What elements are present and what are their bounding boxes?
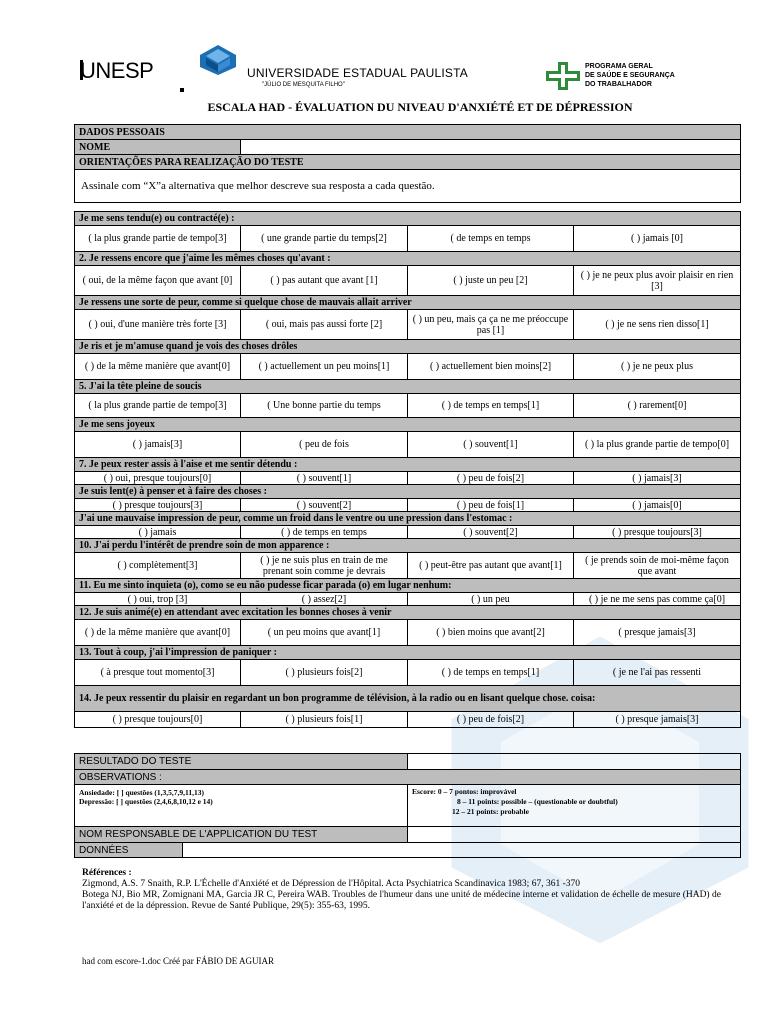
question-1-option-4[interactable]: ( ) jamais [0] xyxy=(574,226,741,252)
document-title: ESCALA HAD - ÉVALUATION DU NIVEAU D'ANXIÉTÉ ET DE DÉPRESSION xyxy=(207,100,633,114)
question-1-option-1[interactable]: ( la plus grande partie de tempo[3] xyxy=(75,226,241,252)
question-7-option-3[interactable]: ( ) peu de fois[2] xyxy=(408,472,574,485)
question-11-text: 11. Eu me sinto inquieta (o), como se eu não pudesse ficar parada (o) em lugar nenhum: xyxy=(75,579,741,593)
question-5-option-2[interactable]: ( Une bonne partie du temps xyxy=(241,394,408,418)
question-4-option-3[interactable]: ( ) actuellement bien moins[2] xyxy=(408,354,574,380)
question-10-option-1[interactable]: ( ) complètement[3] xyxy=(75,553,241,579)
depression-questions: Depressão: [ ] questões (2,4,6,8,10,12 e 14) xyxy=(79,797,213,806)
program-line-3: DO TRABALHADOR xyxy=(585,81,652,88)
anxiety-questions: Ansiedade: [ ] questões (1,3,5,7,9,11,13) xyxy=(79,788,204,797)
question-4-option-1[interactable]: ( ) de la même manière que avant[0] xyxy=(75,354,241,380)
document-header xyxy=(0,0,768,125)
question-11-option-1[interactable]: ( ) oui, trop [3] xyxy=(75,593,241,606)
question-11-option-4[interactable]: ( ) je ne me sens pas comme ça[0] xyxy=(574,593,741,606)
results-field[interactable] xyxy=(408,754,741,770)
question-6-option-4[interactable]: ( ) la plus grande partie de tempo[0] xyxy=(574,432,741,458)
score-line-2: 8 – 11 points: possible – (questionable or doubtful) xyxy=(457,797,618,806)
question-13-option-2[interactable]: ( ) plusieurs fois[2] xyxy=(241,660,408,686)
data-field[interactable] xyxy=(183,843,741,858)
question-6-text: Je me sens joyeux xyxy=(75,418,741,432)
question-9-option-2[interactable]: ( ) de temps en temps xyxy=(241,526,408,539)
question-2-option-4[interactable]: ( ) je ne peux plus avoir plaisir en rien [3] xyxy=(574,266,741,296)
question-12-option-4[interactable]: ( presque jamais[3] xyxy=(574,620,741,646)
question-9-option-4[interactable]: ( ) presque toujours[3] xyxy=(574,526,741,539)
question-4-option-4[interactable]: ( ) je ne peux plus xyxy=(574,354,741,380)
question-14-option-2[interactable]: ( ) plusieurs fois[1] xyxy=(241,712,408,728)
campus-name: "JÚLIO DE MESQUITA FILHO" xyxy=(262,82,345,88)
divider-dot xyxy=(180,88,184,92)
question-12-option-1[interactable]: ( ) de la même manière que avant[0] xyxy=(75,620,241,646)
question-8-option-1[interactable]: ( ) presque toujours[3] xyxy=(75,499,241,512)
responsible-header: NOM RESPONSABLE DE L'APPLICATION DU TEST xyxy=(75,827,408,843)
question-2-option-3[interactable]: ( ) juste un peu [2] xyxy=(408,266,574,296)
references xyxy=(82,868,732,912)
question-12-option-3[interactable]: ( ) bien moins que avant[2] xyxy=(408,620,574,646)
question-1-option-2[interactable]: ( une grande partie du temps[2] xyxy=(241,226,408,252)
question-2-option-2[interactable]: ( ) pas autant que avant [1] xyxy=(241,266,408,296)
question-7-option-2[interactable]: ( ) souvent[1] xyxy=(241,472,408,485)
name-field[interactable] xyxy=(241,140,741,155)
university-name: UNIVERSIDADE ESTADUAL PAULISTA xyxy=(247,66,468,80)
question-13-option-3[interactable]: ( ) de temps en temps[1] xyxy=(408,660,574,686)
footer-filename: had com escore-1.doc Créé par FÁBIO DE AGUIAR xyxy=(82,956,274,966)
score-interpretation xyxy=(408,785,741,827)
question-3-text: Je ressens une sorte de peur, comme si quelque chose de mauvais allait arriver xyxy=(75,296,741,310)
question-9-option-3[interactable]: ( ) souvent[2] xyxy=(408,526,574,539)
score-line-1: Escore: 0 – 7 pontos: improvável xyxy=(412,787,517,796)
question-7-option-4[interactable]: ( ) jamais[3] xyxy=(574,472,741,485)
instructions-header: ORIENTAÇÕES PARA REALIZAÇÃO DO TESTE xyxy=(75,155,741,170)
program-name xyxy=(585,62,675,89)
question-7-option-1[interactable]: ( ) oui, presque toujours[0] xyxy=(75,472,241,485)
question-5-option-4[interactable]: ( ) rarement[0] xyxy=(574,394,741,418)
question-5-text: 5. J'ai la tête pleine de soucis xyxy=(75,380,741,394)
question-6-option-1[interactable]: ( ) jamais[3] xyxy=(75,432,241,458)
question-3-option-1[interactable]: ( ) oui, d'une manière très forte [3] xyxy=(75,310,241,340)
question-3-option-4[interactable]: ( ) je ne sens rien disso[1] xyxy=(574,310,741,340)
question-14-option-1[interactable]: ( ) presque toujours[0] xyxy=(75,712,241,728)
observations-header: OBSERVATIONS : xyxy=(75,770,741,785)
question-8-option-4[interactable]: ( ) jamais[0] xyxy=(574,499,741,512)
question-8-option-3[interactable]: ( ) peu de fois[1] xyxy=(408,499,574,512)
question-14-text: 14. Je peux ressentir du plaisir en regardant un bon programme de télévision, à la radio ou en lisant quelque chose. coisa: xyxy=(75,686,741,712)
question-2-option-1[interactable]: ( oui, de la même façon que avant [0] xyxy=(75,266,241,296)
program-line-2: DE SAÚDE E SEGURANÇA xyxy=(585,72,675,79)
responsible-field[interactable] xyxy=(408,827,741,843)
question-5-option-3[interactable]: ( ) de temps en temps[1] xyxy=(408,394,574,418)
question-6-option-3[interactable]: ( ) souvent[1] xyxy=(408,432,574,458)
university-logo-icon xyxy=(200,45,236,75)
question-10-text: 10. J'ai perdu l'intérêt de prendre soin de mon apparence : xyxy=(75,539,741,553)
question-1-option-3[interactable]: ( de temps en temps xyxy=(408,226,574,252)
question-3-option-2[interactable]: ( oui, mais pas aussi forte [2] xyxy=(241,310,408,340)
had-form xyxy=(74,124,741,203)
question-13-text: 13. Tout à coup, j'ai l'impression de paniquer : xyxy=(75,646,741,660)
question-10-option-2[interactable]: ( ) je ne suis plus en train de me prenant soin comme je devrais xyxy=(241,553,408,579)
reference-1: Zigmond, A.S. 7 Snaith, R.P. L'Échelle d'Anxiété et de Dépression de l'Hôpital. Acta Psychiatrica Scandinavica 1983; 67, 361 -370 xyxy=(82,879,580,889)
question-12-text: 12. Je suis animé(e) en attendant avec excitation les bonnes choses à venir xyxy=(75,606,741,620)
question-10-option-3[interactable]: ( ) peut-être pas autant que avant[1] xyxy=(408,553,574,579)
data-header: DONNÉES xyxy=(75,843,183,858)
question-4-text: Je ris et je m'amuse quand je vois des choses drôles xyxy=(75,340,741,354)
question-13-option-4[interactable]: ( je ne l'ai pas ressenti xyxy=(574,660,741,686)
question-3-option-3[interactable]: ( ) un peu, mais ça ça ne me préoccupe pas [1] xyxy=(408,310,574,340)
question-1-text: Je me sens tendu(e) ou contracté(e) : xyxy=(75,212,741,226)
score-line-3: 12 – 21 points: probable xyxy=(452,807,529,816)
program-logo-icon xyxy=(546,62,580,90)
references-title: Références : xyxy=(82,868,132,878)
question-7-text: 7. Je peux rester assis à l'aise et me sentir détendu : xyxy=(75,458,741,472)
question-4-option-2[interactable]: ( ) actuellement un peu moins[1] xyxy=(241,354,408,380)
question-14-option-4[interactable]: ( ) presque jamais[3] xyxy=(574,712,741,728)
personal-data-header: DADOS PESSOAIS xyxy=(75,125,741,140)
question-11-option-3[interactable]: ( ) un peu xyxy=(408,593,574,606)
question-8-text: Je suis lent(e) à penser et à faire des choses : xyxy=(75,485,741,499)
question-6-option-2[interactable]: ( peu de fois xyxy=(241,432,408,458)
program-line-1: PROGRAMA GERAL xyxy=(585,63,653,70)
question-10-option-4[interactable]: ( je prends soin de moi-même façon que avant xyxy=(574,553,741,579)
question-13-option-1[interactable]: ( à presque tout momento[3] xyxy=(75,660,241,686)
reference-2: Botega NJ, Bio MR, Zomignani MA, Garcia JR C, Pereira WAB. Troubles de l'humeur dans une unité de médecine interne et validation de échelle de mesure (HAD) de l'anxiété et de la dépression. Revue de Santé Publique, 29(5): 355-63, 1995. xyxy=(82,890,721,911)
question-14-option-3[interactable]: ( ) peu de fois[2] xyxy=(408,712,574,728)
question-9-text: J'ai une mauvaise impression de peur, comme un froid dans le ventre ou une pression dans l'estomac : xyxy=(75,512,741,526)
question-11-option-2[interactable]: ( ) assez[2] xyxy=(241,593,408,606)
unesp-logo-text: UNESP xyxy=(80,58,154,83)
question-2-text: 2. Je ressens encore que j'aime les mêmes choses qu'avant : xyxy=(75,252,741,266)
question-8-option-2[interactable]: ( ) souvent[2] xyxy=(241,499,408,512)
results-header: RESULTADO DO TESTE xyxy=(75,754,408,770)
question-9-option-1[interactable]: ( ) jamais xyxy=(75,526,241,539)
instructions-text: Assinale com “X”a alternativa que melhor descreve sua resposta a cada questão. xyxy=(75,170,741,203)
results-table xyxy=(74,753,741,858)
score-questions xyxy=(75,785,408,827)
question-12-option-2[interactable]: ( un peu moins que avant[1] xyxy=(241,620,408,646)
question-5-option-1[interactable]: ( la plus grande partie de tempo[3] xyxy=(75,394,241,418)
name-label: NOME xyxy=(75,140,241,155)
questions-table xyxy=(74,211,741,728)
